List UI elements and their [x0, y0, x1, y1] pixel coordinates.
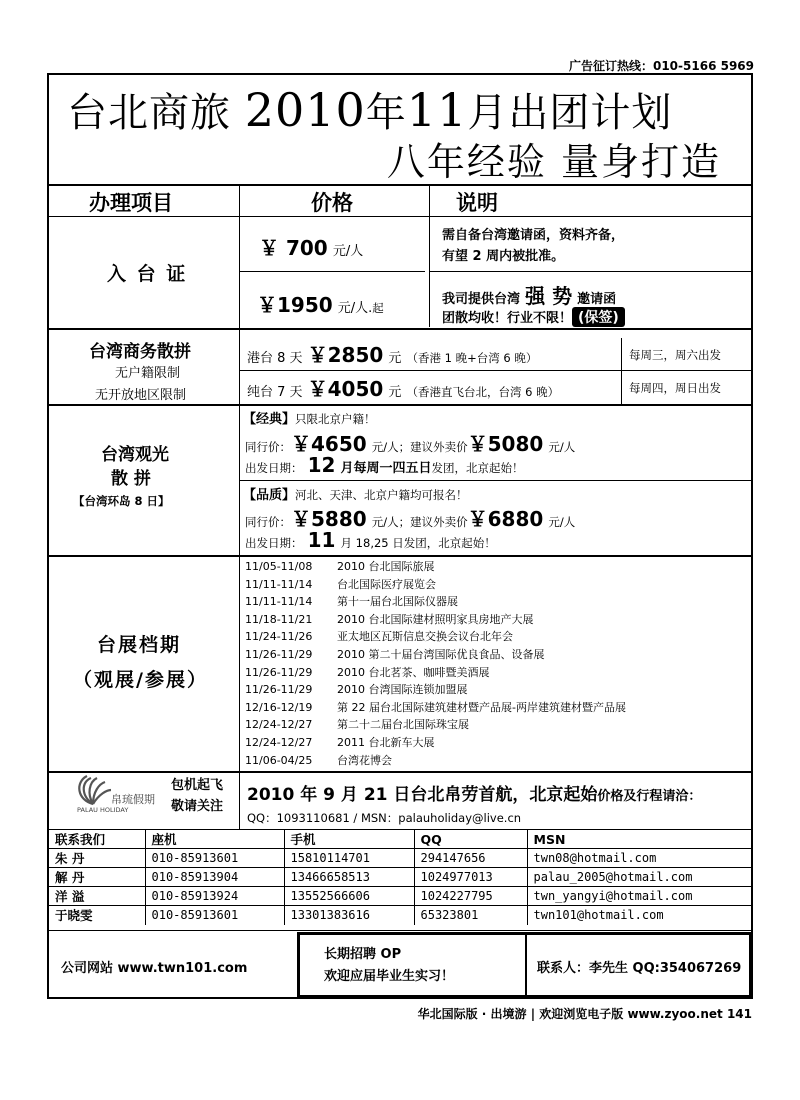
entry-permit-price-basic: ￥ 700 元/人 [259, 236, 364, 260]
recruit-line-1: 长期招聘 OP [324, 947, 402, 962]
contact-msn[interactable]: palau_2005@hotmail.com [527, 868, 751, 887]
table-row [49, 887, 751, 906]
contact-person: 联系人：李先生 QQ:354067269 [537, 961, 742, 976]
exhibition-date: 11/24-11/26 [245, 630, 313, 644]
table-row [49, 849, 751, 868]
recruit-box [297, 932, 752, 998]
ad-frame [47, 73, 753, 999]
contact-name: 朱 丹 [49, 849, 145, 868]
title-brand: 台北商旅 [67, 90, 245, 136]
sightseeing-label-1: 台湾观光 [101, 445, 169, 465]
header-cell: 手机 [284, 830, 414, 849]
contact-mobile: 13466658513 [284, 868, 414, 887]
title-year: 2010 [244, 83, 366, 137]
guarantee-badge: (保签) [572, 307, 625, 327]
exhibition-row [245, 734, 435, 750]
header-note: 说明 [456, 191, 498, 215]
quality-price: 同行价：￥5880 元/人；建议外卖价￥6880 元/人 [245, 507, 576, 531]
exhibitions-label-1: 台展档期 [97, 634, 182, 656]
table-row [49, 868, 751, 887]
contact-msn[interactable]: twn08@hotmail.com [527, 849, 751, 868]
contacts-header-row [49, 830, 751, 849]
main-title [67, 81, 672, 138]
exhibition-row [245, 716, 469, 732]
quality-header: 【品质】河北、天津、北京户籍均可报名！ [243, 488, 468, 503]
contact-mobile: 15810114701 [284, 849, 414, 868]
promo-contact: QQ：1093110681 / MSN：palauholiday@live.cn [247, 811, 522, 825]
promo-side-1: 包机起飞 [171, 778, 224, 793]
entry-permit-label: 入 台 证 [107, 263, 188, 285]
title-month: 11 [406, 83, 468, 137]
exhibition-date: 11/06-04/25 [245, 753, 313, 767]
contact-name: 解 丹 [49, 868, 145, 887]
exhibition-name: 2010 台北国际旅展 [337, 560, 435, 573]
contact-name: 于晓雯 [49, 906, 145, 925]
divider [49, 555, 751, 557]
exhibition-date: 11/26-11/29 [245, 648, 313, 661]
column-divider [239, 771, 240, 829]
contact-msn[interactable]: twn_yangyi@hotmail.com [527, 887, 751, 906]
exhibition-row [245, 664, 490, 680]
table-row [49, 906, 751, 925]
exhibition-name: 2011 台北新车大展 [337, 736, 435, 749]
column-divider [621, 338, 622, 404]
entry-permit-note-1a: 需自备台湾邀请函，资料齐备， [442, 228, 625, 243]
exhibition-name: 台湾花博会 [337, 753, 392, 767]
company-website[interactable]: 公司网站 www.twn101.com [61, 961, 248, 976]
exhibition-date: 11/05-11/08 [245, 560, 313, 573]
ad-hotline: 广告征订热线：010-5166 5969 [568, 59, 754, 73]
divider [49, 404, 751, 406]
exhibitions-label-2: （观展/参展） [73, 669, 208, 691]
business-taiwan-schedule: 每周四，周日出发 [629, 381, 721, 395]
business-sub-1: 无户籍限制 [115, 366, 181, 381]
promo-headline: 2010 年 9 月 21 日台北帛劳首航，北京起始价格及行程请洽： [247, 785, 702, 805]
contact-phone: 010-85913601 [145, 906, 284, 925]
column-divider [429, 184, 430, 327]
title-year-suffix: 年 [365, 90, 407, 136]
exhibition-date: 12/16-12/19 [245, 700, 313, 714]
business-sub-2: 无开放地区限制 [95, 388, 187, 403]
contacts-table [49, 829, 751, 925]
divider [239, 370, 751, 371]
exhibition-date: 11/26-11/29 [245, 683, 313, 697]
exhibition-date: 11/11-11/14 [245, 595, 313, 609]
exhibition-date: 11/18-11/21 [245, 612, 313, 626]
header-cell: QQ [414, 830, 527, 849]
divider [49, 216, 751, 217]
contact-phone: 010-85913601 [145, 849, 284, 868]
header-item: 办理项目 [89, 191, 173, 215]
contact-qq: 1024977013 [414, 868, 527, 887]
contact-qq: 65323801 [414, 906, 527, 925]
business-taiwan-tour: 纯台 7 天 ￥4050 元 （香港直飞台北，台湾 6 晚） [247, 377, 560, 401]
title-plan: 月出团计划 [467, 90, 673, 136]
exhibition-name: 亚太地区瓦斯信息交换会议台北年会 [337, 630, 513, 644]
classic-price: 同行价：￥4650 元/人；建议外卖价￥5080 元/人 [245, 432, 576, 456]
entry-permit-note-2a: 我司提供台湾 强 势 邀请函 [442, 284, 617, 308]
palau-holiday-logo [71, 770, 171, 814]
exhibition-name: 2010 台北国际建材照明家具房地产大展 [337, 612, 534, 626]
contact-msn[interactable]: twn101@hotmail.com [527, 906, 751, 925]
contact-phone: 010-85913924 [145, 887, 284, 906]
header-price: 价格 [311, 191, 353, 215]
header-cell: MSN [527, 830, 751, 849]
divider [49, 184, 751, 186]
entry-permit-price-guaranteed: ￥1950 元/人.起 [257, 293, 384, 317]
entry-permit-note-1b: 有望 2 周内被批准。 [442, 249, 565, 264]
exhibition-row [245, 558, 435, 574]
promo-side-2: 敬请关注 [171, 799, 224, 814]
exhibition-date: 12/24-12/27 [245, 736, 313, 749]
divider [49, 328, 751, 330]
exhibition-name: 第十一届台北国际仪器展 [337, 595, 458, 609]
column-divider [239, 555, 240, 771]
business-hk-tour: 港台 8 天 ￥2850 元 （香港 1 晚+台湾 6 晚） [247, 343, 538, 367]
header-cell: 座机 [145, 830, 284, 849]
exhibition-name: 2010 第二十届台湾国际优良食品、设备展 [337, 648, 545, 661]
contact-mobile: 13301383616 [284, 906, 414, 925]
contact-qq: 294147656 [414, 849, 527, 868]
exhibition-row [245, 699, 626, 715]
exhibition-name: 2010 台湾国际连锁加盟展 [337, 683, 468, 697]
exhibition-row [245, 628, 513, 644]
svg-text:PALAU HOLIDAY: PALAU HOLIDAY [77, 806, 129, 814]
divider [49, 930, 751, 931]
entry-permit-note-2b: 团散均收！行业不限！ (保签) [442, 307, 625, 327]
sightseeing-sub: 【台湾环岛 8 日】 [73, 494, 170, 508]
recruit-divider [525, 935, 527, 995]
exhibition-name: 台北国际医疗展览会 [337, 577, 436, 591]
page-footer: 华北国际版 · 出境游 | 欢迎浏览电子版 www.zyoo.net 141 [417, 1007, 752, 1021]
classic-departure: 出发日期： 12 月每周一四五日发团，北京起始！ [245, 453, 524, 477]
contact-phone: 010-85913904 [145, 868, 284, 887]
exhibition-date: 12/24-12/27 [245, 718, 313, 732]
exhibition-row [245, 593, 458, 609]
exhibition-row [245, 611, 534, 627]
divider [239, 271, 425, 272]
exhibition-date: 11/11-11/14 [245, 577, 313, 591]
contact-mobile: 13552566606 [284, 887, 414, 906]
recruit-line-2: 欢迎应届毕业生实习！ [324, 969, 455, 984]
divider [429, 271, 751, 272]
business-hk-schedule: 每周三，周六出发 [629, 348, 721, 362]
quality-departure: 出发日期： 11 月 18,25 日发团，北京起始！ [245, 528, 496, 552]
svg-text:帛琉假期: 帛琉假期 [111, 793, 155, 806]
divider [239, 480, 751, 481]
classic-header: 【经典】只限北京户籍！ [243, 412, 376, 427]
exhibition-date: 11/26-11/29 [245, 665, 313, 679]
exhibition-name: 2010 台北茗茶、咖啡暨美酒展 [337, 665, 490, 679]
contact-name: 洋 溢 [49, 887, 145, 906]
sightseeing-label-2: 散 拼 [111, 469, 151, 489]
exhibition-row [245, 681, 468, 697]
exhibition-row [245, 752, 392, 768]
exhibition-row [245, 576, 436, 592]
exhibition-name: 第 22 届台北国际建筑建材暨产品展-两岸建筑建材暨产品展 [337, 700, 626, 714]
exhibition-row [245, 646, 545, 662]
business-label: 台湾商务散拼 [89, 342, 191, 362]
header-cell: 联系我们 [49, 830, 145, 849]
exhibition-name: 第二十二届台北国际珠宝展 [337, 718, 469, 732]
sub-title: 八年经验 量身打造 [386, 140, 721, 184]
contact-qq: 1024227795 [414, 887, 527, 906]
